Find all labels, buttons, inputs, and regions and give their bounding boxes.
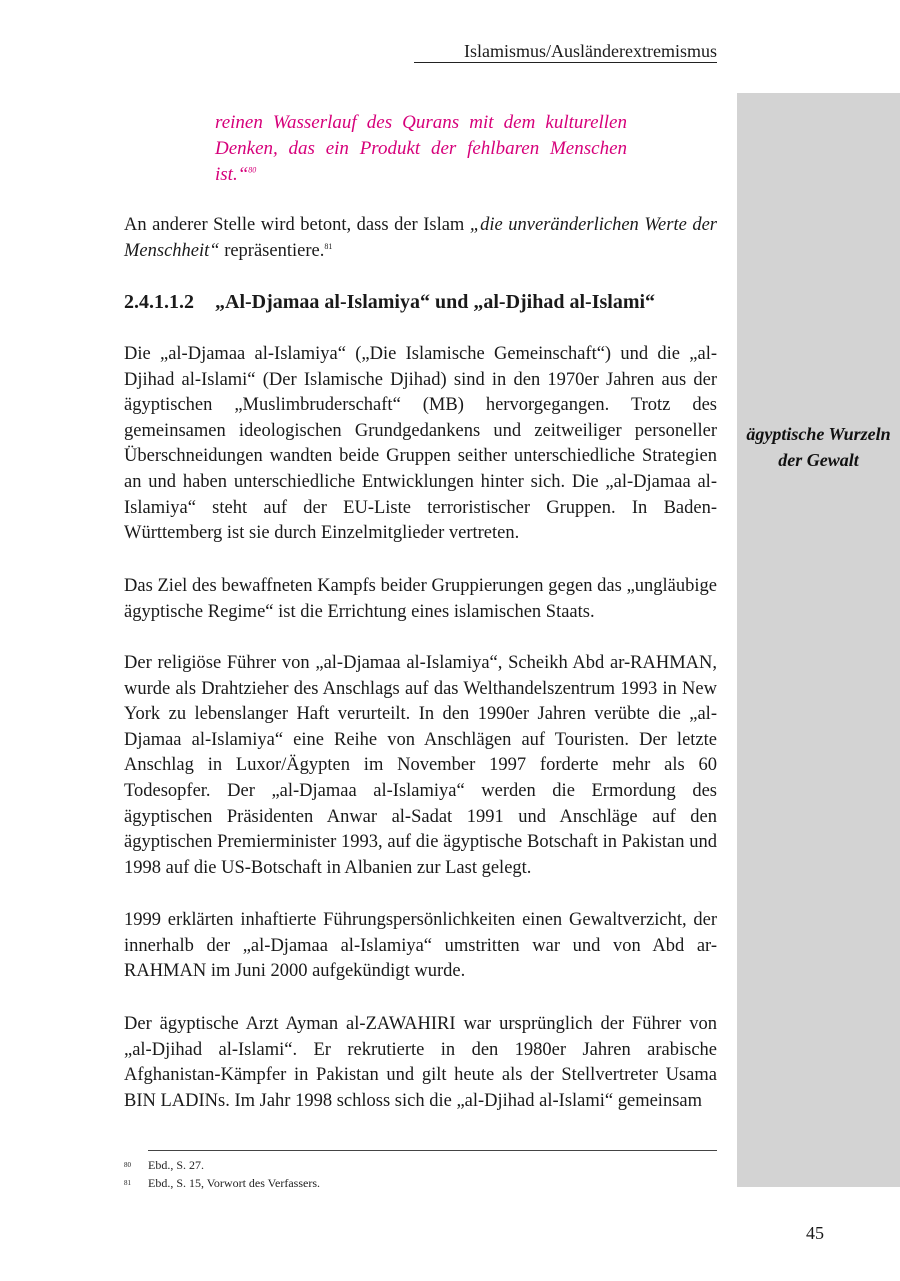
intro-emphasis: „die unveränderlichen Werte der Menschheit“ <box>124 215 717 261</box>
paragraph: Die „al-Djamaa al-Islamiya“ („Die Islamische Gemeinschaft“) und die „al-Djihad al-Islami“ (Der Islamische Djihad) sind in den 1970er Jahren aus der ägyptischen „Muslimbruderschaft“ (MB) hervorgegangen. Trotz des gemeinsamen ideologischen Grundgedankens und zeitweiliger personeller Überschneidungen wandten beide Gruppen seither unterschiedliche Strategien an und haben unterschiedliche Entwicklungen hinter sich. Die „al-Djamaa al-Islamiya“ steht auf der EU-Liste terroristischer Gruppen. In Baden-Württemberg ist sie durch Einzelmitglieder vertreten. <box>124 344 717 544</box>
section-heading <box>124 289 717 315</box>
footnote-text: Ebd., S. 27. <box>148 1158 205 1172</box>
footnote-ref-81[interactable]: 81 <box>324 241 333 251</box>
intro-suffix: repräsentiere. <box>219 240 325 261</box>
footnote-number: 81 <box>124 1179 131 1187</box>
quote-block <box>215 110 627 188</box>
margin-note: ägyptische Wurzeln der Gewalt <box>746 424 891 470</box>
quote-text: reinen Wasserlauf des Qurans mit dem kulturellen Denken, das ein Produkt der fehlbaren Menschen ist.“ <box>215 112 627 185</box>
footnote-number: 80 <box>124 1161 131 1169</box>
footnote-divider <box>148 1150 717 1151</box>
footnote-80 <box>124 1157 204 1173</box>
intro-prefix: An anderer Stelle wird betont, dass der Islam <box>124 215 470 235</box>
intro-paragraph <box>124 213 717 264</box>
section-title: „Al-Djamaa al-Islamiya“ und „al-Djihad al-Islami“ <box>215 291 656 313</box>
paragraph: Der religiöse Führer von „al-Djamaa al-Islamiya“, Scheikh Abd ar-RAHMAN, wurde als Drahtzieher des Anschlags auf das Welthandelszentrum 1993 in New York zu lebenslanger Haft verurteilt. In den 1990er Jahren verübte die „al-Djamaa al-Islamiya“ eine Reihe von Anschlägen auf Touristen. Der letzte Anschlag in Luxor/Ägypten im November 1997 forderte mehr als 60 Todesopfer. Der „al-Djamaa al-Islamiya“ werden die Ermordung des ägyptischen Präsidenten Anwar al-Sadat 1991 und Anschläge auf den ägyptischen Premierminister 1993, auf die ägyptische Botschaft in Pakistan und 1998 auf die US-Botschaft in Albanien zur Last gelegt. <box>124 653 717 878</box>
paragraph: Das Ziel des bewaffneten Kampfs beider Gruppierungen gegen das „ungläubige ägyptische Regime“ ist die Errichtung eines islamischen Staats. <box>124 576 717 622</box>
running-header: Islamismus/Ausländerextremismus <box>414 40 717 63</box>
page-number: 45 <box>806 1223 824 1243</box>
margin-sidebar <box>737 93 900 1187</box>
footnote-81 <box>124 1175 320 1191</box>
paragraph: 1999 erklärten inhaftierte Führungspersönlichkeiten einen Gewaltverzicht, der innerhalb der „al-Djamaa al-Islamiya“ umstritten war und von Abd ar-RAHMAN im Juni 2000 aufgekündigt wurde. <box>124 910 717 982</box>
paragraph: Der ägyptische Arzt Ayman al-ZAWAHIRI war ursprünglich der Führer von „al-Djihad al-Islami“. Er rekrutierte in den 1980er Jahren arabische Afghanistan-Kämpfer in Pakistan und gilt heute als der Stellvertreter Usama BIN LADINs. Im Jahr 1998 schloss sich die „al-Djihad al-Islami“ gemeinsam <box>124 1014 717 1111</box>
footnote-text: Ebd., S. 15, Vorwort des Verfassers. <box>148 1176 320 1190</box>
footnote-ref-80[interactable]: 80 <box>248 165 257 175</box>
section-number: 2.4.1.1.2 <box>124 291 194 313</box>
